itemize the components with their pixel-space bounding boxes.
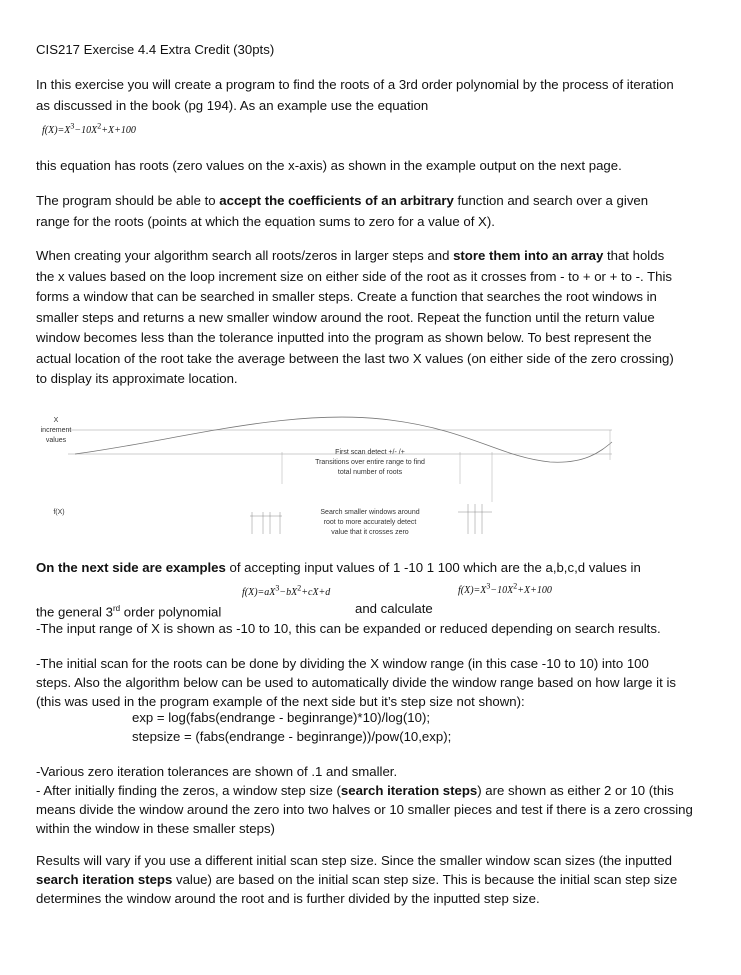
intro-paragraph: In this exercise you will create a program to find the roots of a 3rd order polynomial by the process of iteration as discussed in the book (pg 194). As an example use the equation [36,77,674,113]
and-calculate-text: and calculate [355,601,433,616]
coefficients-paragraph: The program should be able to accept the coefficients of an arbitrary function and search over a given range for the roots (points at which the equation sums to zero for a value of X). [36,193,649,229]
general-equation: $f(X)=aX^3-bX^2+cX+d$ [242,584,331,599]
search-window-note: Search smaller windows around root to more accurately detect value that it crosses zero [320,509,420,536]
code-line-stepsize: stepsize = (fabs(endrange - beginrange))/pow(10,exp); [132,729,452,744]
initial-scan-bullet: -The initial scan for the roots can be done by dividing the X window range (in this case -10 to 10) into 100 steps. Also the algorithm below can be used to automatically divide the window range based on how large it is (this was used in the program example of the next side but it’s step size not shown): [36,656,676,709]
algorithm-paragraph: When creating your algorithm search all roots/zeros in larger steps and store them into an array that holds the x values based on the loop increment size on either side of the root as it crosses from - to + or + to -. This forms a window that can be searched in smaller steps. Create a function that searches the root windows in smaller steps and returns a new smaller window around the root. Repeat the function until the return value window becomes less than the tolerance inputted into the program as shown below. To best represent the actual location of the root take the average between the last two X values (on either side of the zero crossing) to display its approximate location. [36,248,674,386]
right-window-glyph [458,504,492,534]
tolerance-bullet: -Various zero iteration tolerances are shown of .1 and smaller. [36,764,398,779]
roots-paragraph: this equation has roots (zero values on the x-axis) as shown in the example output on the next page. [36,158,622,173]
example-equation: $f(X)=X^3-10X^2+X+100$ [42,122,136,137]
x-increment-label: X increment values [40,417,72,444]
code-line-exp: exp = log(fabs(endrange - beginrange)*10)/log(10); [132,710,431,725]
example-equation-2: $f(X)=X^3-10X^2+X+100$ [458,582,552,597]
first-scan-note: First scan detect +/- /+ Transitions over entire range to find total number of roots [315,449,425,476]
root-search-diagram [30,412,620,548]
input-range-bullet: -The input range of X is shown as -10 to 10, this can be expanded or reduced depending on search results. [36,621,661,636]
results-paragraph: Results will vary if you use a different initial scan step size. Since the smaller window scan sizes (the inputted search iteration steps value) are based on the initial scan step size. This is because the initial scan step size determines the window around the root and is further divided by the inputted step size. [36,853,678,906]
page-title: CIS217 Exercise 4.4 Extra Credit (30pts) [36,42,275,57]
next-side-paragraph: On the next side are examples of accepting input values of 1 -10 1 100 which are the a,b,c,d values in [36,560,641,575]
general-polynomial-text: the general 3rd order polynomial [36,604,222,620]
window-step-bullet: - After initially finding the zeros, a window step size (search iteration steps) are shown as either 2 or 10 (this means divide the window around the zero into two halves or 10 smaller pieces and test if there is a zero crossing within the window in these smaller steps) [36,783,693,836]
left-window-glyph [250,512,282,534]
fx-label: f(X) [53,509,65,516]
